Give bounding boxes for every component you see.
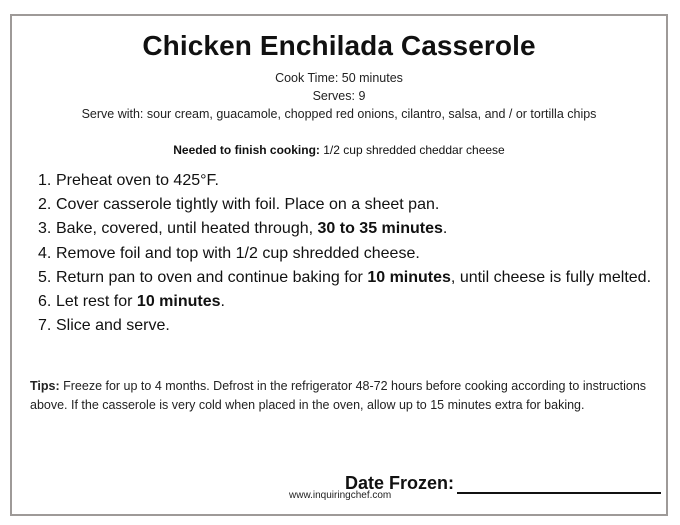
needed-label: Needed to finish cooking: [173, 143, 320, 157]
step-text: Return pan to oven and continue baking for 10 minutes, until cheese is fully melted. [56, 268, 652, 286]
tips-label: Tips: [30, 379, 60, 393]
needed-to-finish [12, 143, 666, 157]
step-number: 1. [38, 172, 52, 189]
step-number: 3. [38, 220, 52, 238]
step-text: Let rest for 10 minutes. [56, 293, 225, 311]
step-number: 4. [38, 244, 52, 262]
step-item [38, 169, 658, 193]
step-number: 6. [38, 293, 52, 311]
instruction-steps [38, 169, 658, 338]
step-text: Cover casserole tightly with foil. Place on a sheet pan. [56, 196, 440, 214]
step-item [38, 193, 658, 217]
needed-value: 1/2 cup shredded cheddar cheese [319, 143, 505, 157]
date-frozen-line [457, 492, 661, 494]
step-item [38, 290, 658, 314]
date-frozen-label: Date Frozen: [345, 473, 455, 493]
recipe-card [10, 14, 668, 516]
step-item [38, 314, 658, 338]
website-url: www.inquiringchef.com [289, 490, 392, 501]
cook-time: Cook Time: 50 minutes [275, 71, 403, 85]
step-item [38, 266, 658, 290]
step-text: Bake, covered, until heated through, 30 to 35 minutes. [56, 220, 448, 238]
serve-with: Serve with: sour cream, guacamole, chopped red onions, cilantro, salsa, and / or tortilla chips [81, 107, 597, 121]
step-item [38, 217, 658, 241]
step-number: 5. [38, 268, 52, 286]
step-number: 7. [38, 317, 52, 335]
step-text: Preheat oven to 425°F. [56, 172, 219, 189]
tips-text: Freeze for up to 4 months. Defrost in the refrigerator 48-72 hours before cooking according to instructions above. If the casserole is very cold when placed in the oven, allow up to 15 minutes extra for baking. [30, 379, 647, 412]
recipe-title: Chicken Enchilada Casserole [142, 30, 536, 61]
step-number: 2. [38, 196, 52, 214]
step-item [38, 242, 658, 266]
step-text: Slice and serve. [56, 317, 170, 335]
tips-section [30, 377, 650, 414]
servings: Serves: 9 [312, 89, 366, 103]
step-text: Remove foil and top with 1/2 cup shredded cheese. [56, 244, 420, 262]
